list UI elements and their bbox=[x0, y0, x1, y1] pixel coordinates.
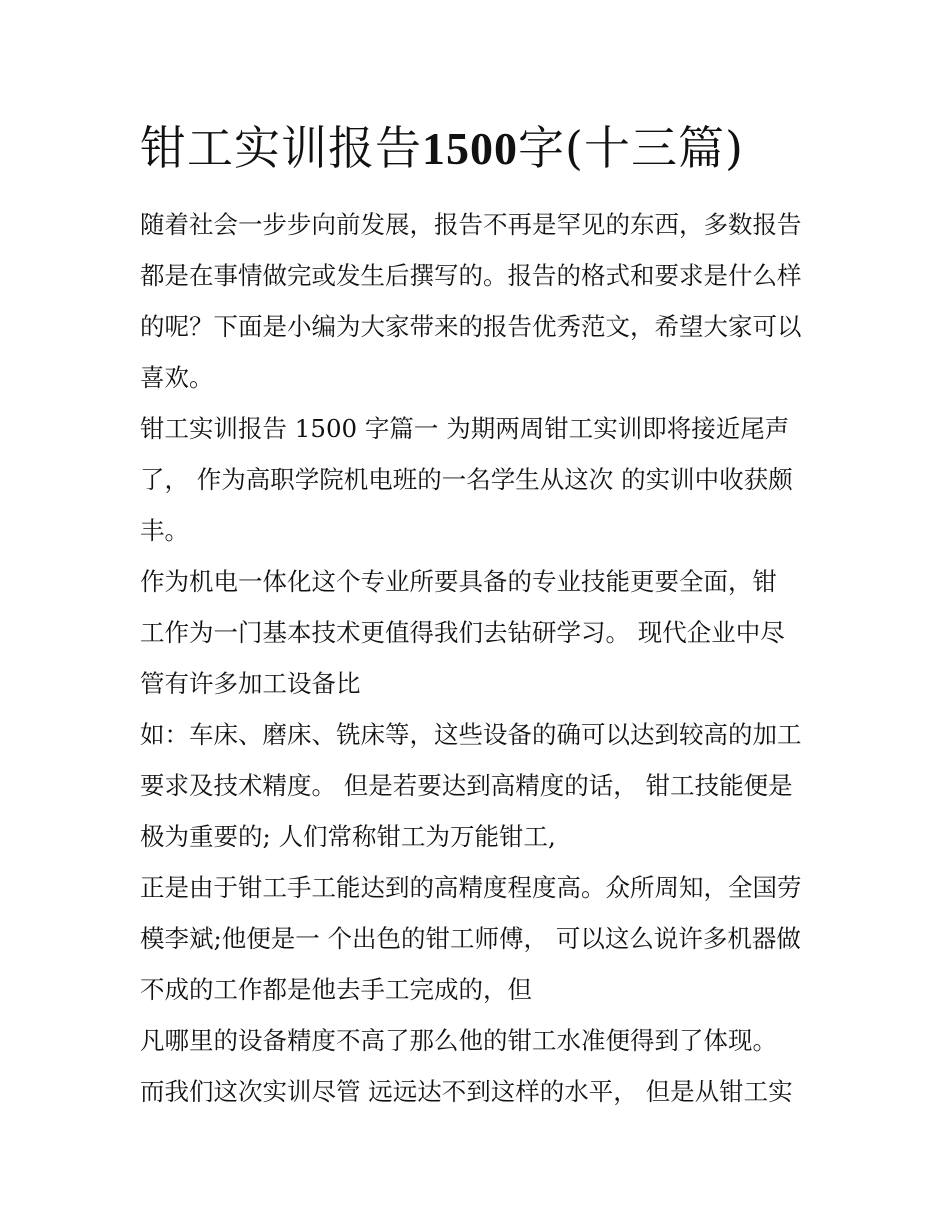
title-number: 1500 bbox=[422, 123, 518, 174]
document-title bbox=[140, 118, 840, 179]
title-suffix: 字(十三篇) bbox=[518, 121, 744, 175]
text-line: 工作为一门基本技术更值得我们去钻研学习。 现代企业中尽 bbox=[140, 618, 785, 647]
text-line: 的呢？下面是小编为大家带来的报告优秀范文，希望大家可以 bbox=[140, 312, 802, 341]
text-line: 作为机电一体化这个专业所要具备的专业技能更要全面，钳 bbox=[140, 567, 777, 596]
text-line: 了， 作为高职学院机电班的一名学生从这次 的实训中收获颇 bbox=[140, 465, 793, 494]
text-line: 如：车床、磨床、铣床等，这些设备的确可以达到较高的加工 bbox=[140, 720, 802, 749]
text-line: 喜欢。 bbox=[140, 363, 214, 392]
text-line: 管有许多加工设备比 bbox=[140, 669, 361, 698]
text-line: 正是由于钳工手工能达到的高精度程度高。众所周知，全国劳 bbox=[140, 873, 802, 902]
text-line: 极为重要的; 人们常称钳工为万能钳工, bbox=[140, 822, 556, 851]
text-line: 而我们这次实训尽管 远远达不到这样的水平， 但是从钳工实 bbox=[140, 1077, 793, 1106]
text-line: 凡哪里的设备精度不高了那么他的钳工水准便得到了体现。 bbox=[140, 1026, 777, 1055]
text-line: 钳工实训报告 1500 字篇一 为期两周钳工实训即将接近尾声 bbox=[140, 414, 790, 443]
text-line: 都是在事情做完或发生后撰写的。报告的格式和要求是什么样 bbox=[140, 261, 802, 290]
text-line: 随着社会一步步向前发展，报告不再是罕见的东西，多数报告 bbox=[140, 210, 802, 239]
text-line: 丰。 bbox=[140, 516, 189, 545]
title-prefix: 钳工实训报告 bbox=[140, 121, 422, 175]
text-line: 模李斌;他便是一 个出色的钳工师傅， 可以这么说许多机器做 bbox=[140, 924, 801, 953]
text-line: 要求及技术精度。 但是若要达到高精度的话， 钳工技能便是 bbox=[140, 771, 793, 800]
document-body bbox=[140, 199, 820, 1117]
text-line: 不成的工作都是他去手工完成的，但 bbox=[140, 975, 532, 1004]
